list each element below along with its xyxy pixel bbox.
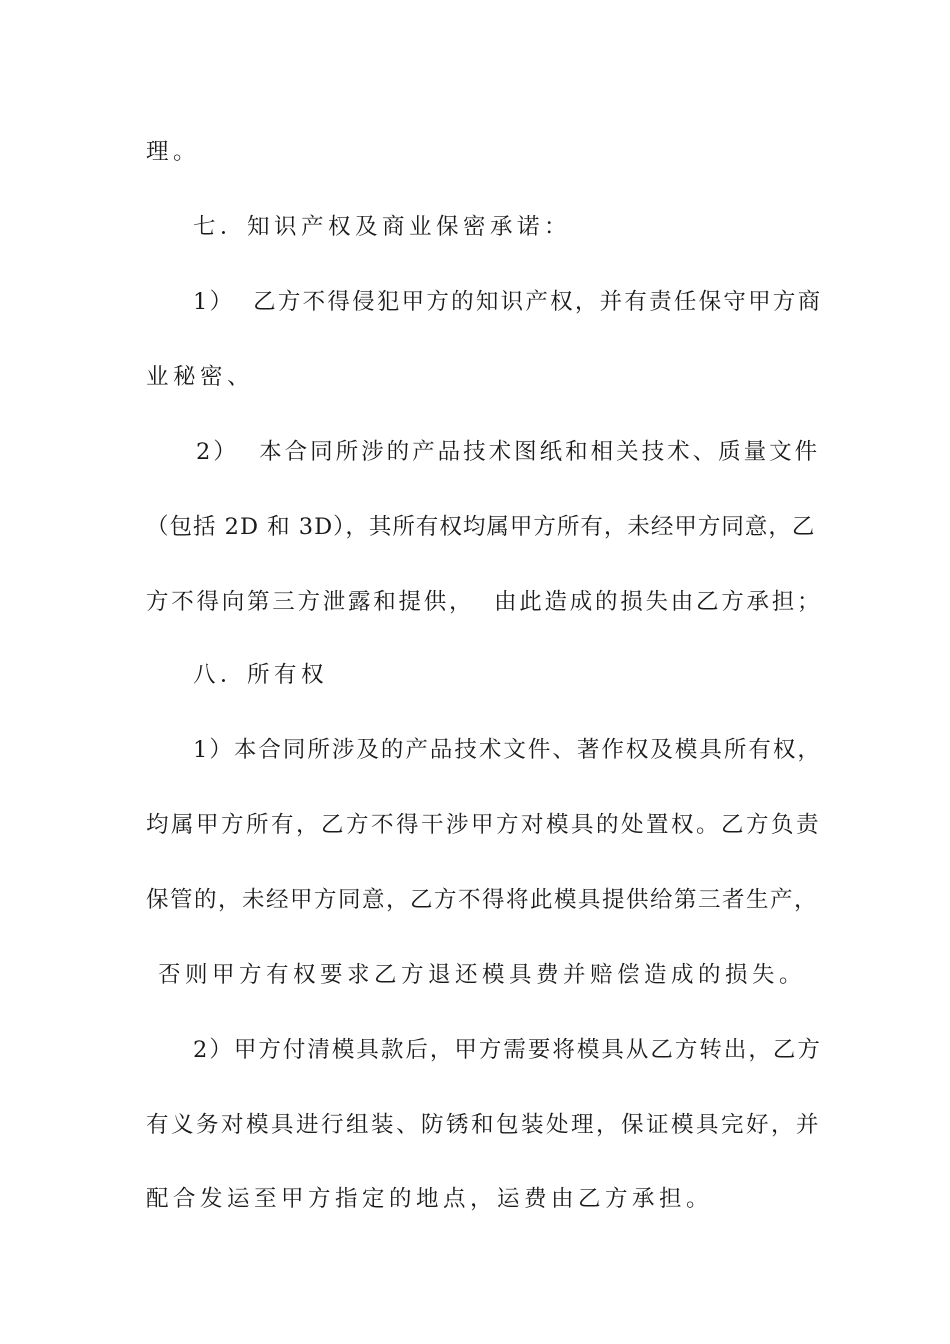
clause-8-2-line-1: 2）甲方付清模具款后，甲方需要将模具从乙方转出，乙方 [193, 1037, 822, 1063]
clause-8-1-line-3: 保管的，未经甲方同意，乙方不得将此模具提供给第三者生产， [146, 887, 819, 913]
clause-8-1-line-4: 否则甲方有权要求乙方退还模具费并赔偿造成的损失。 [158, 962, 807, 988]
clause-7-1-line-2: 业秘密、 [146, 364, 255, 390]
clause-8-1-line-2: 均属甲方所有，乙方不得干涉甲方对模具的处置权。乙方负责 [146, 812, 822, 838]
clause-8-2-line-3: 配合发运至甲方指定的地点，运费由乙方承担。 [146, 1186, 714, 1212]
clause-7-2-line-2: （包括 2D 和 3D），其所有权均属甲方所有，未经甲方同意，乙 [146, 514, 816, 540]
clause-8-1-line-1: 1）本合同所涉及的产品技术文件、著作权及模具所有权， [193, 737, 822, 763]
clause-8-2-line-2: 有义务对模具进行组装、防锈和包装处理，保证模具完好，并 [146, 1112, 822, 1138]
text-line-continuation: 理。 [146, 139, 201, 165]
clause-7-2-line-3: 方不得向第三方泄露和提供， 由此造成的损失由乙方承担； [146, 589, 823, 615]
section-heading-ip-confidentiality: 七．知识产权及商业保密承诺： [193, 214, 572, 240]
clause-7-2-line-1: 2） 本合同所涉的产品技术图纸和相关技术、质量文件 [196, 439, 821, 465]
clause-7-1-line-1: 1） 乙方不得侵犯甲方的知识产权，并有责任保守甲方商 [193, 289, 823, 315]
section-heading-ownership: 八．所有权 [193, 662, 329, 688]
